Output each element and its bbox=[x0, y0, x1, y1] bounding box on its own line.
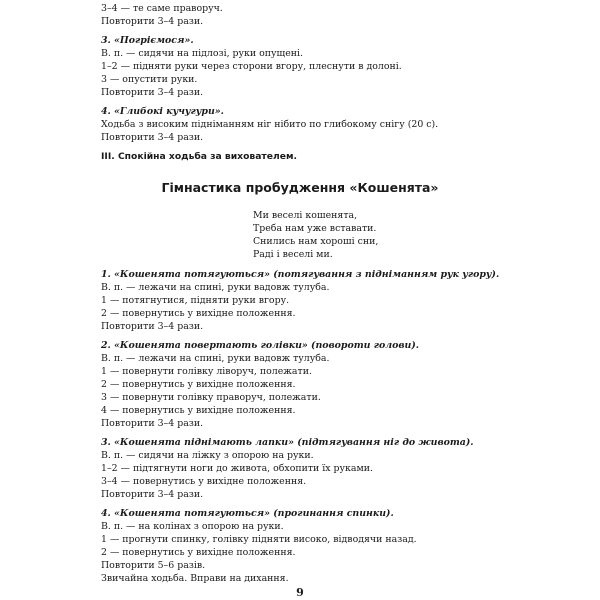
text-line: 1 — потягнутися, підняти руки вгору. bbox=[101, 295, 290, 306]
text-line: 4 — повернутись у вихідне положення. bbox=[101, 405, 296, 416]
text-line: В. п. — лежачи на спині, руки вадовж тулуба. bbox=[101, 282, 330, 293]
exercise-title: 4. «Глибокі кучугури». bbox=[101, 106, 224, 117]
text-line: 2 — повернутись у вихідне положення. bbox=[101, 379, 296, 390]
text-line: Повторити 3–4 рази. bbox=[101, 489, 204, 500]
section-heading: III. Спокійна ходьба за вихователем. bbox=[101, 151, 297, 162]
exercise-title: 3. «Погріємося». bbox=[101, 35, 194, 46]
text-line: 3 — повернути голівку праворуч, полежати. bbox=[101, 392, 321, 403]
exercise-title: 3. «Кошенята піднімають лапки» (підтягування ніг до живота). bbox=[101, 437, 474, 448]
text-line: 3 — опустити руки. bbox=[101, 74, 198, 85]
text-line: 1 — прогнути спинку, голівку підняти високо, відводячи назад. bbox=[101, 534, 417, 545]
text-line: 2 — повернутись у вихідне положення. bbox=[101, 308, 296, 319]
exercise-title: 2. «Кошенята повертають голівки» (повороти голови). bbox=[101, 340, 420, 351]
text-line: Повторити 3–4 рази. bbox=[101, 132, 204, 143]
text-line: В. п. — на колінах з опорою на руки. bbox=[101, 521, 284, 532]
poem-line: Треба нам уже вставати. bbox=[253, 223, 377, 234]
text-line: Повторити 3–4 рази. bbox=[101, 321, 204, 332]
text-line: Повторити 3–4 рази. bbox=[101, 418, 204, 429]
poem-line: Раді і веселі ми. bbox=[253, 249, 333, 260]
text-line: 3–4 — повернутись у вихідне положення. bbox=[101, 476, 307, 487]
text-line: 3–4 — те саме праворуч. bbox=[101, 3, 223, 14]
poem-line: Снились нам хороші сни, bbox=[253, 236, 379, 247]
text-line: Повторити 5–6 разів. bbox=[101, 560, 206, 571]
text-line: Повторити 3–4 рази. bbox=[101, 87, 204, 98]
text-line: Повторити 3–4 рази. bbox=[101, 16, 204, 27]
text-line: Ходьба з високим підніманням ніг нібито по глибокому снігу (20 с). bbox=[101, 119, 439, 130]
text-line: 1–2 — підняти руки через сторони вгору, плеснути в долоні. bbox=[101, 61, 402, 72]
exercise-title: 1. «Кошенята потягуються» (потягування з підніманням рук угору). bbox=[101, 269, 500, 280]
text-line: В. п. — сидячи на підлозі, руки опущені. bbox=[101, 48, 304, 59]
text-line: В. п. — лежачи на спині, руки вадовж тулуба. bbox=[101, 353, 330, 364]
text-line: 2 — повернутись у вихідне положення. bbox=[101, 547, 296, 558]
text-line: Звичайна ходьба. Вправи на дихання. bbox=[101, 573, 289, 584]
page-number: 9 bbox=[296, 586, 304, 599]
page-title: Гімнастика пробудження «Кошенята» bbox=[161, 180, 439, 195]
text-line: В. п. — сидячи на ліжку з опорою на руки. bbox=[101, 450, 314, 461]
text-line: 1–2 — підтягнути ноги до живота, обхопити їх руками. bbox=[101, 463, 374, 474]
text-line: 1 — повернути голівку ліворуч, полежати. bbox=[101, 366, 312, 377]
exercise-title: 4. «Кошенята потягуються» (прогинання спинки). bbox=[101, 508, 394, 519]
poem-line: Ми веселі кошенята, bbox=[253, 210, 358, 221]
